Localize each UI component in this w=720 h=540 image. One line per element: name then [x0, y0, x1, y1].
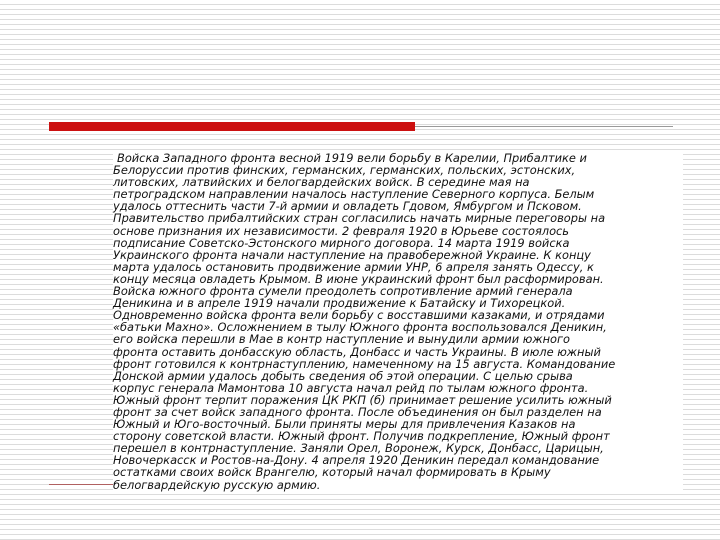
- text-line: Войска южного фронта сумели преодолеть сопротивление армий генерала: [113, 284, 573, 299]
- text-line: его войска перешли в Мае в контр наступление и вынудили армии южного: [113, 332, 570, 347]
- text-line: концу месяца овладеть Крымом. В июне украинский фронт был расформирован.: [113, 271, 604, 286]
- text-line: перешел в контрнаступление. Заняли Орел, Воронеж, Курск, Донбасс, Царицын,: [113, 441, 604, 456]
- text-line: белогвардейскую русскую армию.: [113, 477, 321, 492]
- text-line: сторону советской власти. Южный фронт. Получив подкрепление, Южный фронт: [113, 429, 610, 444]
- title-accent-bar: [49, 122, 415, 131]
- text-line: литовских, латвийских и белогвардейских войск. В середине мая на: [113, 175, 530, 190]
- text-line: подписание Советско-Эстонского мирного договора. 14 марта 1919 войска: [113, 235, 570, 250]
- text-line: Войска Западного фронта весной 1919 вели борьбу в Карелии, Прибалтике и: [117, 151, 587, 165]
- text-line: Южный и Юго-восточный. Были приняты меры для привлечения Казаков на: [113, 417, 576, 432]
- text-line: основе признания их независимости. 2 февраля 1920 в Юрьеве состоялось: [113, 223, 570, 238]
- text-line: удалось оттеснить части 7-й армии и овладеть Гдовом, Ямбургом и Псковом.: [113, 199, 582, 214]
- title-divider-line: [415, 126, 673, 127]
- text-line: Новочеркасск и Ростов-на-Дону. 4 апреля 1920 Деникин передал командование: [113, 453, 600, 468]
- text-line: Донской армии удалось добыть сведения об этой операции. С целью срыва: [113, 368, 573, 383]
- text-line: петроградском направлении началось наступление Северного корпуса. Белым: [113, 187, 595, 202]
- text-line: марта удалось остановить продвижение армии УНР, 6 апреля занять Одессу, к: [113, 259, 594, 274]
- text-line: фронт за счет войск западного фронта. После объединения он был разделен на: [113, 404, 602, 419]
- text-line: фронт готовился к контрнаступлению, намеченному на 15 августа. Командование: [113, 356, 616, 371]
- text-line: Украинского фронта начали наступление на правобережной Украине. К концу: [113, 247, 591, 262]
- text-line: Белоруссии против финских, германских, германских, польских, эстонских,: [113, 163, 576, 178]
- text-line: Одновременно войска фронта вели борьбу с восставшими казаками, и отрядами: [113, 308, 605, 323]
- text-line: корпус генерала Мамонтова 10 августа начал рейд по тылам южного фронта.: [113, 380, 589, 395]
- text-line: «батьки Махно». Осложнением в тылу Южного фронта воспользовался Деникин,: [113, 320, 607, 335]
- text-line: остатками своих войск Врангелю, который начал формировать в Крыму: [113, 465, 551, 480]
- slide-body-text: [113, 152, 683, 491]
- text-line: Деникина и в апреле 1919 начали продвижение к Батайску и Тихорецкой.: [113, 296, 566, 311]
- text-line: Южный фронт терпит поражения ЦК РКП (б) принимает решение усилить южный: [113, 392, 612, 407]
- text-line: фронта оставить донбасскую область, Донбасс и часть Украины. В июле южный: [113, 344, 601, 359]
- text-line: Правительство прибалтийских стран согласились начать мирные переговоры на: [113, 211, 606, 226]
